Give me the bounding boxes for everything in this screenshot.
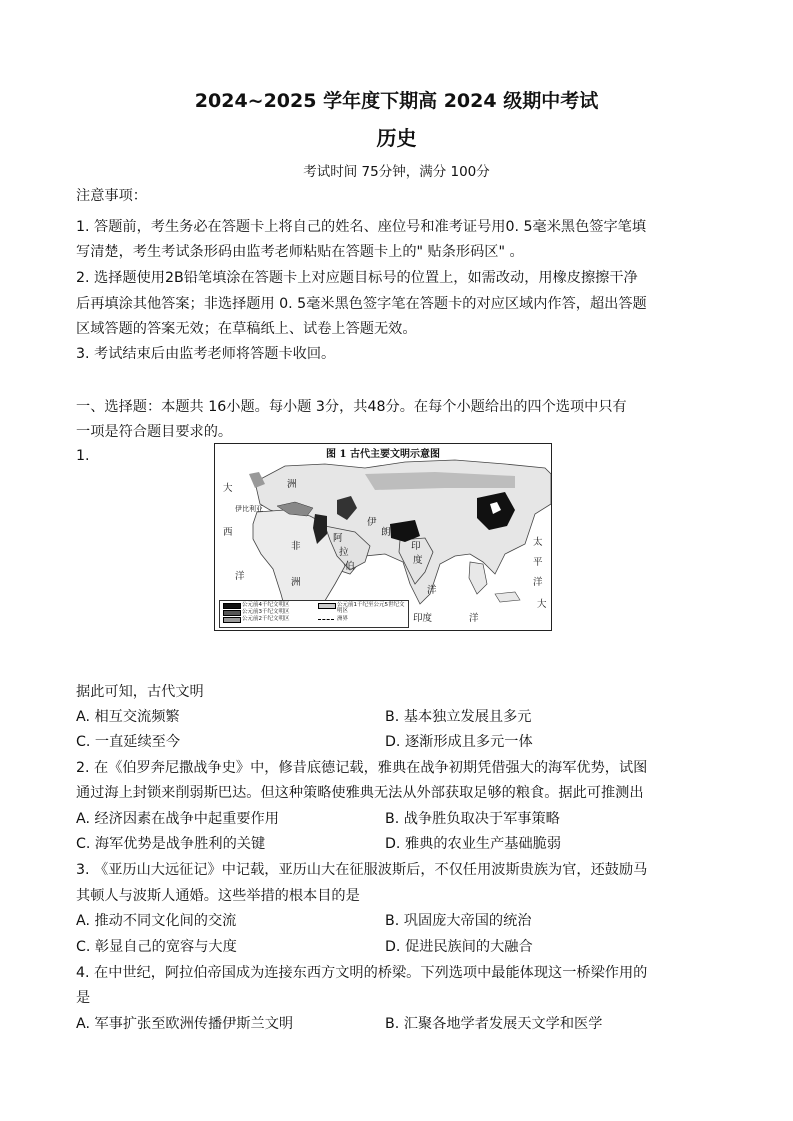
map-label: 太 [533, 537, 543, 548]
map-label: 非 [291, 541, 301, 552]
map-label: 印 [411, 541, 421, 552]
option-a: A. 军事扩张至欧洲传播伊斯兰文明 [76, 1016, 294, 1032]
option-d: D. 逐渐形成且多元一体 [385, 734, 533, 750]
map-label: 伯 [345, 561, 355, 572]
option-c: C. 彰显自己的宽容与大度 [76, 939, 237, 955]
option-b: B. 战争胜负取决于军事策略 [385, 811, 560, 827]
option-d: D. 雅典的农业生产基础脆弱 [385, 836, 562, 852]
option-b: B. 基本独立发展且多元 [385, 709, 532, 725]
question-stem: 据此可知，古代文明 [76, 684, 204, 700]
note-line: 2. 选择题使用2B铅笔填涂在答题卡上对应题目标号的位置上，如需改动，用橡皮擦擦干净 [76, 270, 638, 286]
ancient-civilization-map [214, 443, 552, 631]
time-info: 考试时间 75分钟，满分 100分 [303, 164, 490, 180]
option-c: C. 一直延续至今 [76, 734, 181, 750]
map-label: 洲 [291, 577, 301, 588]
map-label: 伊 [367, 517, 377, 528]
map-label: 拉 [339, 547, 349, 558]
section-instruction: 一、选择题：本题共 16小题。每小题 3分，共48分。在每个小题给出的四个选项中只有 [76, 399, 627, 415]
option-a: A. 经济因素在战争中起重要作用 [76, 811, 279, 827]
note-line: 3. 考试结束后由监考老师将答题卡收回。 [76, 346, 336, 362]
question-stem: 其顿人与波斯人通婚。这些举措的根本目的是 [76, 888, 360, 904]
note-line: 后再填涂其他答案；非选择题用 0. 5毫米黑色签字笔在答题卡的对应区域内作答，超出答题 [76, 296, 647, 312]
map-label: 大 [537, 599, 547, 610]
map-label: 洋 [469, 613, 479, 624]
option-a: A. 相互交流频繁 [76, 709, 180, 725]
map-label: 度 [413, 555, 423, 566]
map-label: 伊比利亚 [235, 505, 263, 513]
map-label: 洲 [287, 479, 297, 490]
note-line: 1. 答题前，考生务必在答题卡上将自己的姓名、座位号和准考证号用0. 5毫米黑色签字笔填 [76, 219, 647, 235]
exam-title: 2024~2025 学年度下期高 2024 级期中考试 [194, 90, 599, 112]
map-label: 洋 [427, 585, 437, 596]
question-stem: 2. 在《伯罗奔尼撒战争史》中，修昔底德记载，雅典在战争初期凭借强大的海军优势，试图 [76, 760, 648, 776]
map-label: 平 [533, 557, 543, 568]
option-a: A. 推动不同文化间的交流 [76, 913, 237, 929]
map-label: 洋 [235, 571, 245, 582]
note-line: 写清楚，考生考试条形码由监考老师粘贴在答题卡上的" 贴条形码区" 。 [76, 244, 524, 260]
map-legend [219, 600, 409, 628]
note-line: 区域答题的答案无效；在草稿纸上、试卷上答题无效。 [76, 321, 417, 337]
map-label: 阿 [333, 533, 343, 544]
section-instruction: 一项是符合题目要求的。 [76, 424, 233, 440]
map-title: 图 1 古代主要文明示意图 [326, 449, 440, 460]
legend-item: 公元前1千纪至公元5世纪文明区 [337, 602, 405, 614]
map-label: 西 [223, 527, 233, 538]
legend-item: 公元前4千纪文明区 [242, 602, 290, 608]
legend-item: 公元前3千纪文明区 [242, 609, 290, 615]
notes-heading: 注意事项： [76, 188, 147, 204]
map-label: 朗 [381, 527, 391, 538]
subject-title: 历史 [376, 126, 417, 150]
map-label: 印度 [413, 613, 433, 624]
legend-item: 洲界 [337, 616, 349, 622]
option-d: D. 促进民族间的大融合 [385, 939, 533, 955]
question-stem: 通过海上封锁来削弱斯巴达。但这种策略使雅典无法从外部获取足够的粮食。据此可推测出 [76, 785, 644, 801]
question-number: 1. [76, 448, 90, 464]
map-label: 洋 [533, 577, 543, 588]
question-stem: 4. 在中世纪，阿拉伯帝国成为连接东西方文明的桥梁。下列选项中最能体现这一桥梁作用的 [76, 965, 648, 981]
option-b: B. 巩固庞大帝国的统治 [385, 913, 532, 929]
option-b: B. 汇聚各地学者发展天文学和医学 [385, 1016, 603, 1032]
question-stem: 3. 《亚历山大远征记》中记载，亚历山大在征服波斯后，不仅任用波斯贵族为官，还鼓励马 [76, 862, 648, 878]
legend-item: 公元前2千纪文明区 [242, 616, 290, 622]
option-c: C. 海军优势是战争胜利的关键 [76, 836, 266, 852]
map-label: 大 [223, 483, 233, 494]
question-stem: 是 [76, 990, 91, 1006]
